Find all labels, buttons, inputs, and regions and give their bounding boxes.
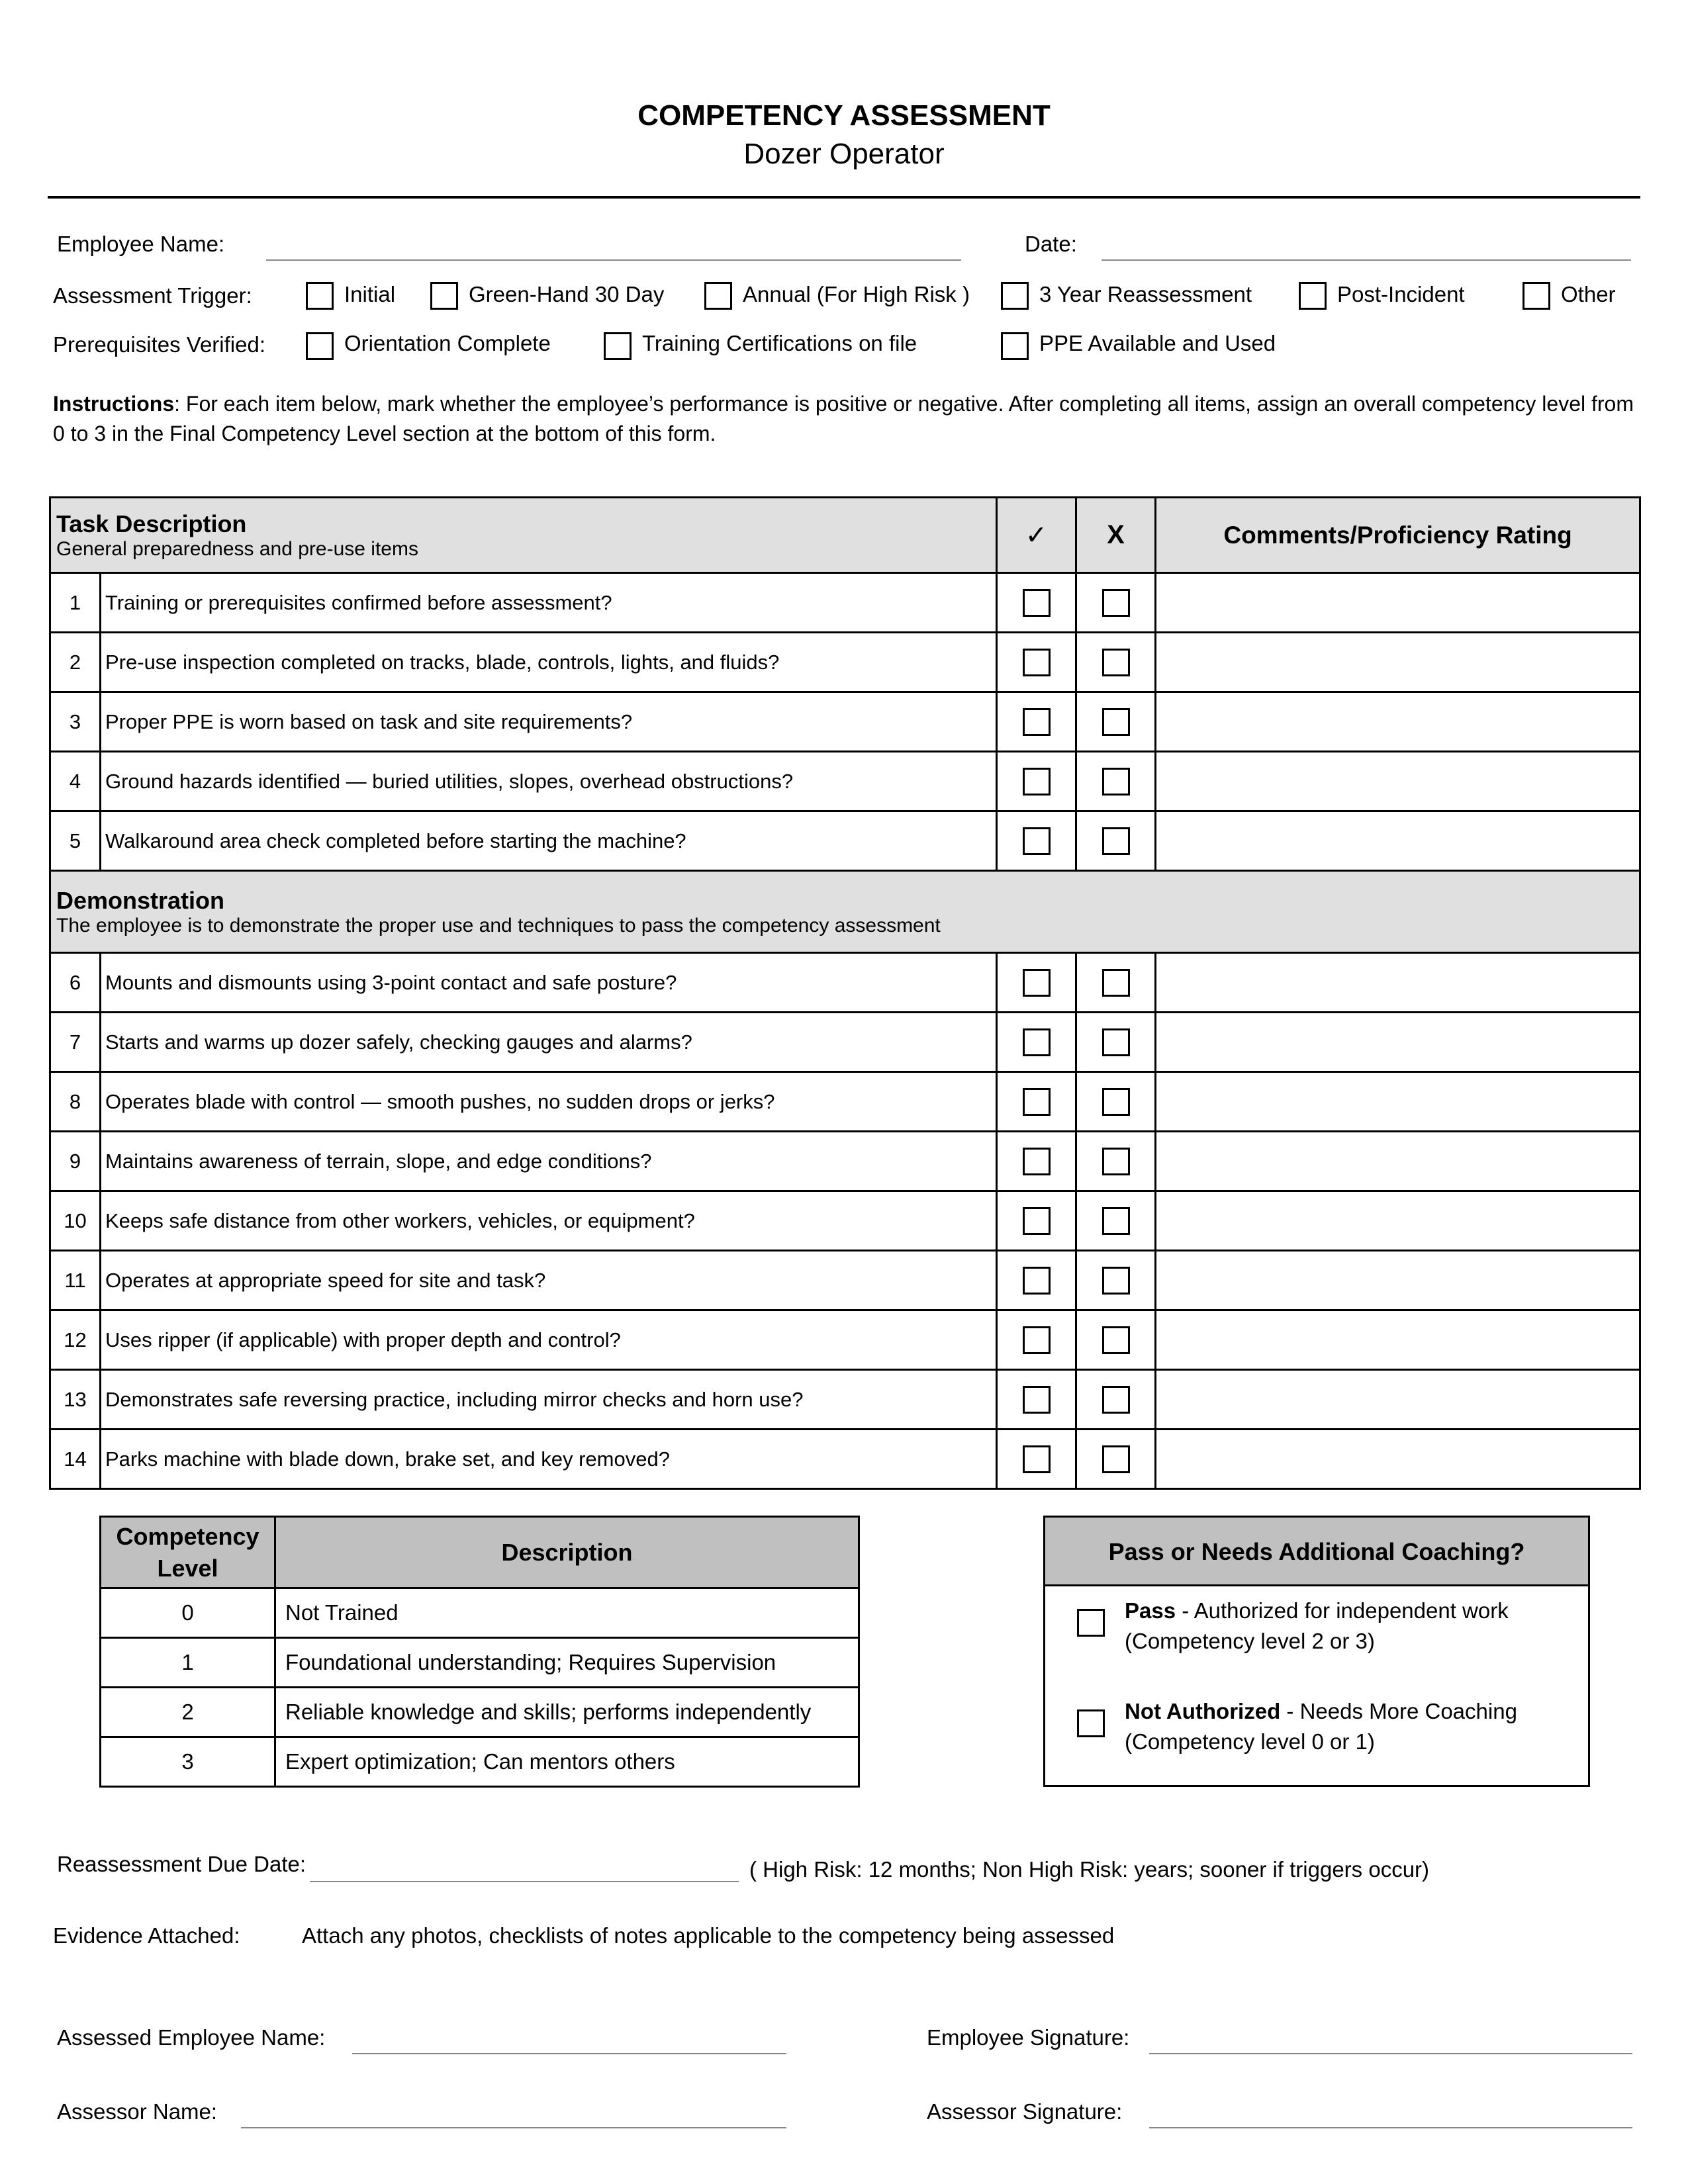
negative-cell (1076, 953, 1156, 1013)
negative-cell (1076, 1430, 1156, 1489)
positive-cell (997, 1310, 1076, 1370)
item-number: 6 (50, 953, 101, 1013)
x-column-header: X (1076, 498, 1156, 573)
task-description-header (50, 498, 997, 573)
level-value: 3 (101, 1737, 275, 1787)
not-authorized-note: (Competency level 0 or 1) (1125, 1729, 1375, 1754)
trigger-annual-checkbox[interactable] (704, 282, 732, 310)
positive-cell (997, 573, 1076, 633)
trigger-other-label: Other (1561, 282, 1616, 306)
item-number: 1 (50, 573, 101, 633)
task-description-subtitle: General preparedness and pre-use items (56, 537, 418, 560)
preuse-items (50, 573, 1640, 871)
negative-checkbox[interactable] (1102, 708, 1130, 736)
checklist-row (50, 633, 1640, 692)
trigger-greenhand-checkbox[interactable] (430, 282, 458, 310)
negative-checkbox[interactable] (1102, 1088, 1130, 1116)
pass-text: - Authorized for independent work (1176, 1598, 1509, 1623)
negative-checkbox[interactable] (1102, 1028, 1130, 1056)
prereq-orientation-label: Orientation Complete (344, 331, 551, 355)
not-authorized-option (1125, 1696, 1575, 1757)
instructions-text: : For each item below, mark whether the employee’s performance is positive or negative. After completing all items, assign an overall competency level from 0 to 3 in the Final Competency Level section at the bottom of this form. (53, 392, 1634, 445)
demonstration-section-row (50, 871, 1640, 953)
comments-cell[interactable] (1156, 1013, 1640, 1072)
negative-checkbox[interactable] (1102, 589, 1130, 617)
comments-cell[interactable] (1156, 1251, 1640, 1310)
comments-cell[interactable] (1156, 1310, 1640, 1370)
checklist-row (50, 953, 1640, 1013)
level-header-line1: Competency (116, 1522, 259, 1550)
assessor-signature-field[interactable] (1149, 2127, 1632, 2128)
prereq-ppe-label: PPE Available and Used (1039, 331, 1276, 355)
level-row (101, 1688, 859, 1737)
description-column-header: Description (275, 1517, 859, 1588)
level-rows (101, 1588, 859, 1787)
positive-checkbox[interactable] (1023, 1088, 1051, 1116)
checklist-table (49, 496, 1641, 1490)
item-description: Pre-use inspection completed on tracks, blade, controls, lights, and fluids? (101, 633, 997, 692)
negative-cell (1076, 573, 1156, 633)
checklist-row (50, 1251, 1640, 1310)
evidence-label: Evidence Attached: (53, 1923, 240, 1948)
positive-checkbox[interactable] (1023, 1028, 1051, 1056)
not-authorized-checkbox[interactable] (1077, 1709, 1105, 1737)
comments-cell[interactable] (1156, 752, 1640, 811)
trigger-label: Assessment Trigger: (53, 283, 252, 308)
positive-cell (997, 1370, 1076, 1430)
negative-cell (1076, 1251, 1156, 1310)
item-description: Demonstrates safe reversing practice, including mirror checks and horn use? (101, 1370, 997, 1430)
negative-checkbox[interactable] (1102, 768, 1130, 796)
pass-checkbox[interactable] (1077, 1609, 1105, 1637)
checklist-row (50, 1013, 1640, 1072)
level-value: 1 (101, 1638, 275, 1688)
demonstration-subtitle: The employee is to demonstrate the proper use and techniques to pass the competency assessment (56, 914, 941, 936)
level-header-line2: Level (157, 1554, 218, 1582)
item-number: 12 (50, 1310, 101, 1370)
level-row (101, 1638, 859, 1688)
demonstration-items (50, 953, 1640, 1489)
checklist-row (50, 692, 1640, 752)
positive-checkbox[interactable] (1023, 1326, 1051, 1354)
comments-cell[interactable] (1156, 1430, 1640, 1489)
prereq-ppe-checkbox[interactable] (1001, 332, 1029, 360)
negative-cell (1076, 1310, 1156, 1370)
negative-cell (1076, 1072, 1156, 1132)
trigger-postincident-label: Post-Incident (1337, 282, 1465, 306)
positive-checkbox[interactable] (1023, 969, 1051, 997)
positive-cell (997, 1251, 1076, 1310)
item-description: Proper PPE is worn based on task and site requirements? (101, 692, 997, 752)
date-field[interactable] (1102, 259, 1631, 261)
positive-cell (997, 752, 1076, 811)
item-number: 7 (50, 1013, 101, 1072)
level-row (101, 1588, 859, 1638)
level-description: Foundational understanding; Requires Supervision (275, 1638, 859, 1688)
date-label: Date: (1025, 232, 1077, 256)
negative-checkbox[interactable] (1102, 1386, 1130, 1414)
pass-note: (Competency level 2 or 3) (1125, 1629, 1375, 1653)
comments-cell[interactable] (1156, 1370, 1640, 1430)
employee-name-field[interactable] (266, 259, 961, 261)
comments-cell[interactable] (1156, 811, 1640, 871)
negative-checkbox[interactable] (1102, 1267, 1130, 1295)
employee-name-label: Employee Name: (57, 232, 225, 256)
positive-cell (997, 692, 1076, 752)
item-description: Training or prerequisites confirmed before assessment? (101, 573, 997, 633)
employee-signature-label: Employee Signature: (927, 2025, 1130, 2050)
positive-cell (997, 1013, 1076, 1072)
item-number: 10 (50, 1191, 101, 1251)
item-description: Ground hazards identified — buried utilities, slopes, overhead obstructions? (101, 752, 997, 811)
item-description: Starts and warms up dozer safely, checking gauges and alarms? (101, 1013, 997, 1072)
level-description: Not Trained (275, 1588, 859, 1638)
evidence-text: Attach any photos, checklists of notes applicable to the competency being assessed (302, 1923, 1115, 1948)
checklist-row (50, 573, 1640, 633)
level-description: Reliable knowledge and skills; performs independently (275, 1688, 859, 1737)
outcome-title: Pass or Needs Additional Coaching? (1045, 1518, 1588, 1586)
positive-checkbox[interactable] (1023, 768, 1051, 796)
task-description-title: Task Description (56, 510, 247, 537)
item-description: Maintains awareness of terrain, slope, and edge conditions? (101, 1132, 997, 1191)
not-authorized-label: Not Authorized (1125, 1699, 1281, 1723)
positive-checkbox[interactable] (1023, 708, 1051, 736)
positive-cell (997, 953, 1076, 1013)
positive-checkbox[interactable] (1023, 589, 1051, 617)
item-description: Keeps safe distance from other workers, vehicles, or equipment? (101, 1191, 997, 1251)
trigger-annual-label: Annual (For High Risk ) (743, 282, 970, 306)
assessor-signature-label: Assessor Signature: (927, 2099, 1123, 2124)
instructions-lead: Instructions (53, 392, 175, 416)
comments-column-header: Comments/Proficiency Rating (1156, 498, 1640, 573)
comments-cell[interactable] (1156, 1072, 1640, 1132)
assessed-employee-label: Assessed Employee Name: (57, 2025, 326, 2050)
checklist-header-row (50, 498, 1640, 573)
competency-level-table (99, 1516, 860, 1788)
positive-checkbox[interactable] (1023, 649, 1051, 676)
positive-checkbox[interactable] (1023, 827, 1051, 855)
negative-cell (1076, 1191, 1156, 1251)
positive-cell (997, 633, 1076, 692)
item-description: Parks machine with blade down, brake set, and key removed? (101, 1430, 997, 1489)
pass-label: Pass (1125, 1598, 1176, 1623)
check-column-header: ✓ (997, 498, 1076, 573)
comments-cell[interactable] (1156, 1132, 1640, 1191)
item-description: Mounts and dismounts using 3-point contact and safe posture? (101, 953, 997, 1013)
checklist-row (50, 1370, 1640, 1430)
instructions (53, 389, 1642, 449)
negative-checkbox[interactable] (1102, 1445, 1130, 1473)
negative-checkbox[interactable] (1102, 649, 1130, 676)
prereq-training-checkbox[interactable] (604, 332, 632, 360)
level-column-header (101, 1517, 275, 1588)
positive-checkbox[interactable] (1023, 1445, 1051, 1473)
reassessment-note: ( High Risk: 12 months; Non High Risk: years; sooner if triggers occur) (749, 1857, 1430, 1882)
trigger-postincident-checkbox[interactable] (1299, 282, 1327, 310)
positive-checkbox[interactable] (1023, 1148, 1051, 1175)
item-description: Operates blade with control — smooth pushes, no sudden drops or jerks? (101, 1072, 997, 1132)
level-description: Expert optimization; Can mentors others (275, 1737, 859, 1787)
trigger-3year-label: 3 Year Reassessment (1039, 282, 1252, 306)
not-authorized-text: - Needs More Coaching (1280, 1699, 1517, 1723)
trigger-other-checkbox[interactable] (1523, 282, 1550, 310)
item-number: 3 (50, 692, 101, 752)
page-title: COMPETENCY ASSESSMENT (637, 99, 1051, 132)
comments-cell[interactable] (1156, 633, 1640, 692)
comments-cell[interactable] (1156, 573, 1640, 633)
item-number: 4 (50, 752, 101, 811)
trigger-3year-checkbox[interactable] (1001, 282, 1029, 310)
comments-cell[interactable] (1156, 692, 1640, 752)
level-row (101, 1737, 859, 1787)
prereq-label: Prerequisites Verified: (53, 332, 265, 357)
reassessment-label: Reassessment Due Date: (57, 1852, 306, 1876)
demonstration-title: Demonstration (56, 886, 225, 914)
level-header-row (101, 1517, 859, 1588)
outcome-box (1043, 1516, 1590, 1787)
trigger-initial-label: Initial (344, 282, 396, 306)
checklist-row (50, 1310, 1640, 1370)
item-description: Uses ripper (if applicable) with proper depth and control? (101, 1310, 997, 1370)
prereq-orientation-checkbox[interactable] (306, 332, 334, 360)
assessor-name-field[interactable] (241, 2127, 786, 2128)
negative-cell (1076, 633, 1156, 692)
negative-cell (1076, 752, 1156, 811)
trigger-greenhand-label: Green-Hand 30 Day (469, 282, 665, 306)
trigger-initial-checkbox[interactable] (306, 282, 334, 310)
checklist-row (50, 752, 1640, 811)
positive-cell (997, 1072, 1076, 1132)
item-number: 5 (50, 811, 101, 871)
pass-option (1125, 1596, 1575, 1657)
positive-cell (997, 1132, 1076, 1191)
checklist-row (50, 1132, 1640, 1191)
comments-cell[interactable] (1156, 953, 1640, 1013)
negative-checkbox[interactable] (1102, 1148, 1130, 1175)
positive-checkbox[interactable] (1023, 1386, 1051, 1414)
item-description: Walkaround area check completed before starting the machine? (101, 811, 997, 871)
checklist-row (50, 811, 1640, 871)
employee-signature-field[interactable] (1149, 2053, 1632, 2054)
negative-cell (1076, 1370, 1156, 1430)
negative-cell (1076, 692, 1156, 752)
level-value: 0 (101, 1588, 275, 1638)
positive-cell (997, 811, 1076, 871)
page-subtitle: Dozer Operator (743, 138, 945, 170)
negative-cell (1076, 1013, 1156, 1072)
checklist-row (50, 1430, 1640, 1489)
assessor-name-label: Assessor Name: (57, 2099, 218, 2124)
negative-cell (1076, 1132, 1156, 1191)
item-number: 11 (50, 1251, 101, 1310)
checklist-row (50, 1072, 1640, 1132)
level-value: 2 (101, 1688, 275, 1737)
item-number: 14 (50, 1430, 101, 1489)
negative-checkbox[interactable] (1102, 969, 1130, 997)
negative-checkbox[interactable] (1102, 827, 1130, 855)
demonstration-section (50, 871, 1640, 953)
positive-checkbox[interactable] (1023, 1267, 1051, 1295)
reassessment-date-field[interactable] (310, 1881, 739, 1882)
prereq-training-label: Training Certifications on file (642, 331, 917, 355)
item-number: 2 (50, 633, 101, 692)
negative-cell (1076, 811, 1156, 871)
item-number: 9 (50, 1132, 101, 1191)
positive-cell (997, 1191, 1076, 1251)
positive-checkbox[interactable] (1023, 1207, 1051, 1235)
negative-checkbox[interactable] (1102, 1207, 1130, 1235)
item-number: 13 (50, 1370, 101, 1430)
item-description: Operates at appropriate speed for site and task? (101, 1251, 997, 1310)
header-divider (48, 196, 1640, 199)
assessed-employee-field[interactable] (352, 2053, 786, 2054)
checklist-row (50, 1191, 1640, 1251)
positive-cell (997, 1430, 1076, 1489)
item-number: 8 (50, 1072, 101, 1132)
comments-cell[interactable] (1156, 1191, 1640, 1251)
negative-checkbox[interactable] (1102, 1326, 1130, 1354)
